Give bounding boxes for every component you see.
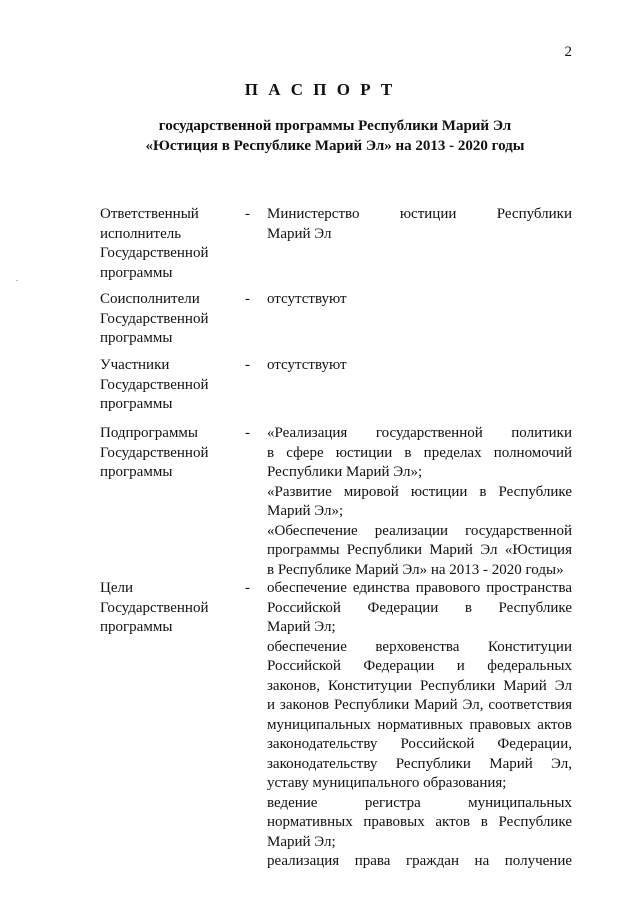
row-value <box>267 424 572 580</box>
value-line: законодательству Республики Марий Эл, <box>267 755 572 772</box>
value-line: Российской Федерации в Республике <box>267 599 572 616</box>
page-number: 2 <box>564 44 572 60</box>
row-value <box>267 579 572 872</box>
value-line: Министерство юстиции Республики <box>267 206 572 222</box>
value-line: обеспечение верховенства Конституции <box>267 638 572 655</box>
row-value <box>267 205 572 244</box>
document-subtitle <box>100 116 570 156</box>
row-value <box>267 356 572 376</box>
value-line: отсутствуют <box>267 357 347 373</box>
value-line: ведение регистра муниципальных <box>267 794 572 811</box>
row-dash: - <box>245 206 250 222</box>
value-line: «Развитие мировой юстиции в Республике <box>267 483 572 500</box>
label-line: программы <box>100 619 173 635</box>
label-line: Государственной <box>100 599 209 616</box>
value-line: Марий Эл; <box>267 833 336 850</box>
value-line: Республики Марий Эл»; <box>267 464 423 480</box>
row-label <box>100 579 230 638</box>
label-line: Государственной <box>100 310 209 327</box>
document-title: П А С П О Р Т <box>244 80 396 99</box>
label-line: исполнитель <box>100 225 182 242</box>
value-line: Российской Федерации и федеральных <box>267 658 572 674</box>
subtitle-line-1: государственной программы Республики Марий Эл <box>158 118 512 134</box>
value-line: Марий Эл; <box>267 619 336 635</box>
value-line: «Обеспечение реализации государственной <box>267 522 572 539</box>
label-line: Государственной <box>100 444 209 461</box>
value-line: «Реализация государственной политики <box>267 425 572 441</box>
value-line: муниципальных нормативных правовых актов <box>267 716 572 733</box>
label-line: Государственной <box>100 245 209 261</box>
value-line: в Республике Марий Эл» на 2013 - 2020 годы» <box>267 561 564 578</box>
subtitle-line-2: «Юстиция в Республике Марий Эл» на 2013 - 2020 годы <box>145 138 525 154</box>
row-dash: - <box>245 425 250 441</box>
margin-mark <box>16 280 18 281</box>
row-dash: - <box>245 580 250 596</box>
row-dash: - <box>245 291 250 307</box>
value-line: уставу муниципального образования; <box>267 775 507 791</box>
row-dash: - <box>245 357 250 373</box>
row-label <box>100 424 230 483</box>
label-line: программы <box>100 396 173 412</box>
row-label <box>100 290 230 349</box>
value-line: в сфере юстиции в пределах полномочий <box>267 444 572 461</box>
value-line: реализация права граждан на получение <box>267 853 572 869</box>
row-label <box>100 205 230 283</box>
value-line: законов, Конституции Республики Марий Эл <box>267 677 572 694</box>
value-line: законодательству Российской Федерации, <box>267 736 572 752</box>
value-line: Марий Эл»; <box>267 503 344 519</box>
label-line: программы <box>100 464 173 480</box>
label-line: Цели <box>100 580 134 596</box>
value-line: программы Республики Марий Эл «Юстиция <box>267 542 572 558</box>
label-line: Подпрограммы <box>100 425 198 441</box>
value-line: Марий Эл <box>267 225 332 242</box>
label-line: Участники <box>100 357 170 373</box>
row-value <box>267 290 572 310</box>
value-line: отсутствуют <box>267 291 347 307</box>
row-label <box>100 356 230 415</box>
label-line: Государственной <box>100 376 209 393</box>
label-line: программы <box>100 330 173 346</box>
label-line: программы <box>100 264 173 281</box>
label-line: Соисполнители <box>100 291 200 307</box>
value-line: обеспечение единства правового пространства <box>267 580 572 596</box>
value-line: нормативных правовых актов в Республике <box>267 814 572 830</box>
label-line: Ответственный <box>100 206 199 222</box>
value-line: и законов Республики Марий Эл, соответствия <box>267 697 572 713</box>
